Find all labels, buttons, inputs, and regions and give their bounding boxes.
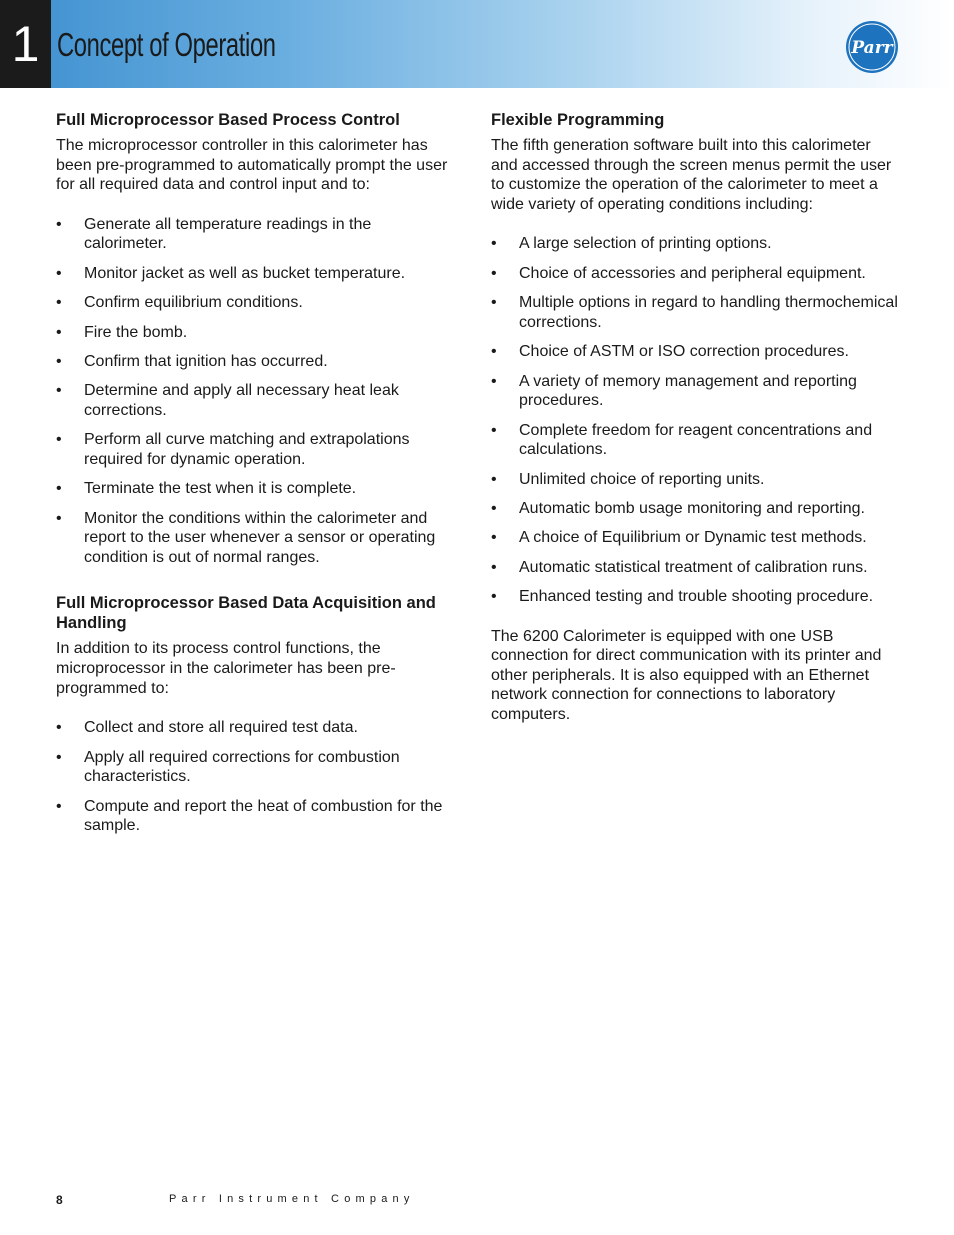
list-item: • Determine and apply all necessary heat leak corrections. — [56, 382, 399, 419]
bullet-icon: • — [56, 480, 62, 498]
list-item: • Unlimited choice of reporting units. — [491, 470, 765, 488]
footer-company-name: Parr Instrument Company — [169, 1193, 415, 1205]
parr-logo — [845, 20, 899, 74]
list-item: • A variety of memory management and reporting procedures. — [491, 372, 857, 410]
section-heading-flexible-programming: Flexible Programming — [491, 111, 665, 129]
bullet-icon: • — [491, 499, 497, 517]
list-item: • A choice of Equilibrium or Dynamic test methods. — [491, 529, 867, 547]
bullet-icon: • — [491, 343, 497, 361]
bullet-icon: • — [491, 294, 497, 312]
list-item: • Collect and store all required test data. — [56, 719, 358, 737]
bullet-icon: • — [56, 323, 62, 341]
page-header — [0, 0, 954, 88]
bullet-list-flexible-programming — [491, 234, 901, 606]
chapter-number: 1 — [11, 16, 40, 72]
list-item: • Perform all curve matching and extrapolations required for dynamic operation. — [56, 431, 410, 468]
list-item: • Automatic bomb usage monitoring and reporting. — [491, 499, 865, 517]
bullet-icon: • — [491, 264, 497, 282]
list-item: • Choice of ASTM or ISO correction procedures. — [491, 343, 849, 361]
section-heading-data-acquisition: Full Microprocessor Based Data Acquisition and Handling — [56, 594, 436, 633]
bullet-icon: • — [491, 470, 497, 488]
list-item: • Monitor the conditions within the calorimeter and report to the user whenever a sensor or operating condition is out of normal ranges. — [56, 509, 436, 566]
section-heading-process-control: Full Microprocessor Based Process Control — [56, 111, 400, 129]
bullet-icon: • — [491, 529, 497, 547]
chapter-title: Concept of Operation — [57, 26, 276, 63]
bullet-icon: • — [56, 215, 62, 233]
list-item: • Compute and report the heat of combustion for the sample. — [56, 797, 443, 835]
bullet-icon: • — [56, 352, 62, 370]
bullet-icon: • — [56, 264, 62, 282]
section-intro-data-acquisition: In addition to its process control functions, the microprocessor in the calorimeter has been pre-programmed to: — [56, 640, 396, 697]
bullet-icon: • — [56, 382, 62, 400]
bullet-icon: • — [56, 719, 62, 737]
section-intro-process-control: The microprocessor controller in this calorimeter has been pre-programmed to automatically prompt the user for all required data and control input and to: — [56, 137, 448, 194]
bullet-list-data-acquisition — [56, 718, 458, 836]
logo-text: Parr — [851, 38, 893, 58]
page-footer — [56, 1193, 415, 1207]
list-item: • Automatic statistical treatment of calibration runs. — [491, 558, 868, 576]
list-item: • Fire the bomb. — [56, 323, 188, 341]
bullet-icon: • — [56, 294, 62, 312]
list-item: • Monitor jacket as well as bucket temperature. — [56, 264, 406, 282]
section-intro-flexible-programming: The fifth generation software built into this calorimeter and accessed through the screen menus permit the user to customize the operation of the calorimeter to meet a wide variety of operating conditions including: — [491, 137, 892, 213]
left-column — [56, 110, 458, 846]
bullet-icon: • — [56, 797, 62, 815]
bullet-icon: • — [491, 588, 497, 606]
list-item: • Apply all required corrections for combustion characteristics. — [56, 748, 400, 786]
bullet-list-process-control — [56, 215, 458, 568]
closing-paragraph: The 6200 Calorimeter is equipped with one USB connection for direct communication with its printer and other peripherals. It is also equipped with an Ethernet network connection for connections to laboratory computers. — [491, 627, 882, 724]
chapter-number-box — [0, 0, 51, 88]
page-number: 8 — [56, 1193, 63, 1207]
bullet-icon: • — [491, 235, 497, 253]
list-item: • A large selection of printing options. — [491, 235, 772, 253]
bullet-icon: • — [491, 421, 497, 439]
list-item: • Enhanced testing and trouble shooting procedure. — [491, 588, 874, 606]
bullet-icon: • — [56, 431, 62, 449]
bullet-icon: • — [56, 509, 62, 527]
right-column — [491, 110, 901, 725]
list-item: • Multiple options in regard to handling thermochemical corrections. — [491, 294, 898, 331]
list-item: • Confirm that ignition has occurred. — [56, 352, 328, 370]
list-item: • Confirm equilibrium conditions. — [56, 294, 303, 312]
list-item: • Generate all temperature readings in the calorimeter. — [56, 215, 372, 253]
bullet-icon: • — [491, 558, 497, 576]
list-item: • Complete freedom for reagent concentrations and calculations. — [491, 421, 873, 459]
list-item: • Terminate the test when it is complete. — [56, 480, 357, 498]
bullet-icon: • — [56, 748, 62, 766]
list-item: • Choice of accessories and peripheral equipment. — [491, 264, 866, 282]
bullet-icon: • — [491, 372, 497, 390]
